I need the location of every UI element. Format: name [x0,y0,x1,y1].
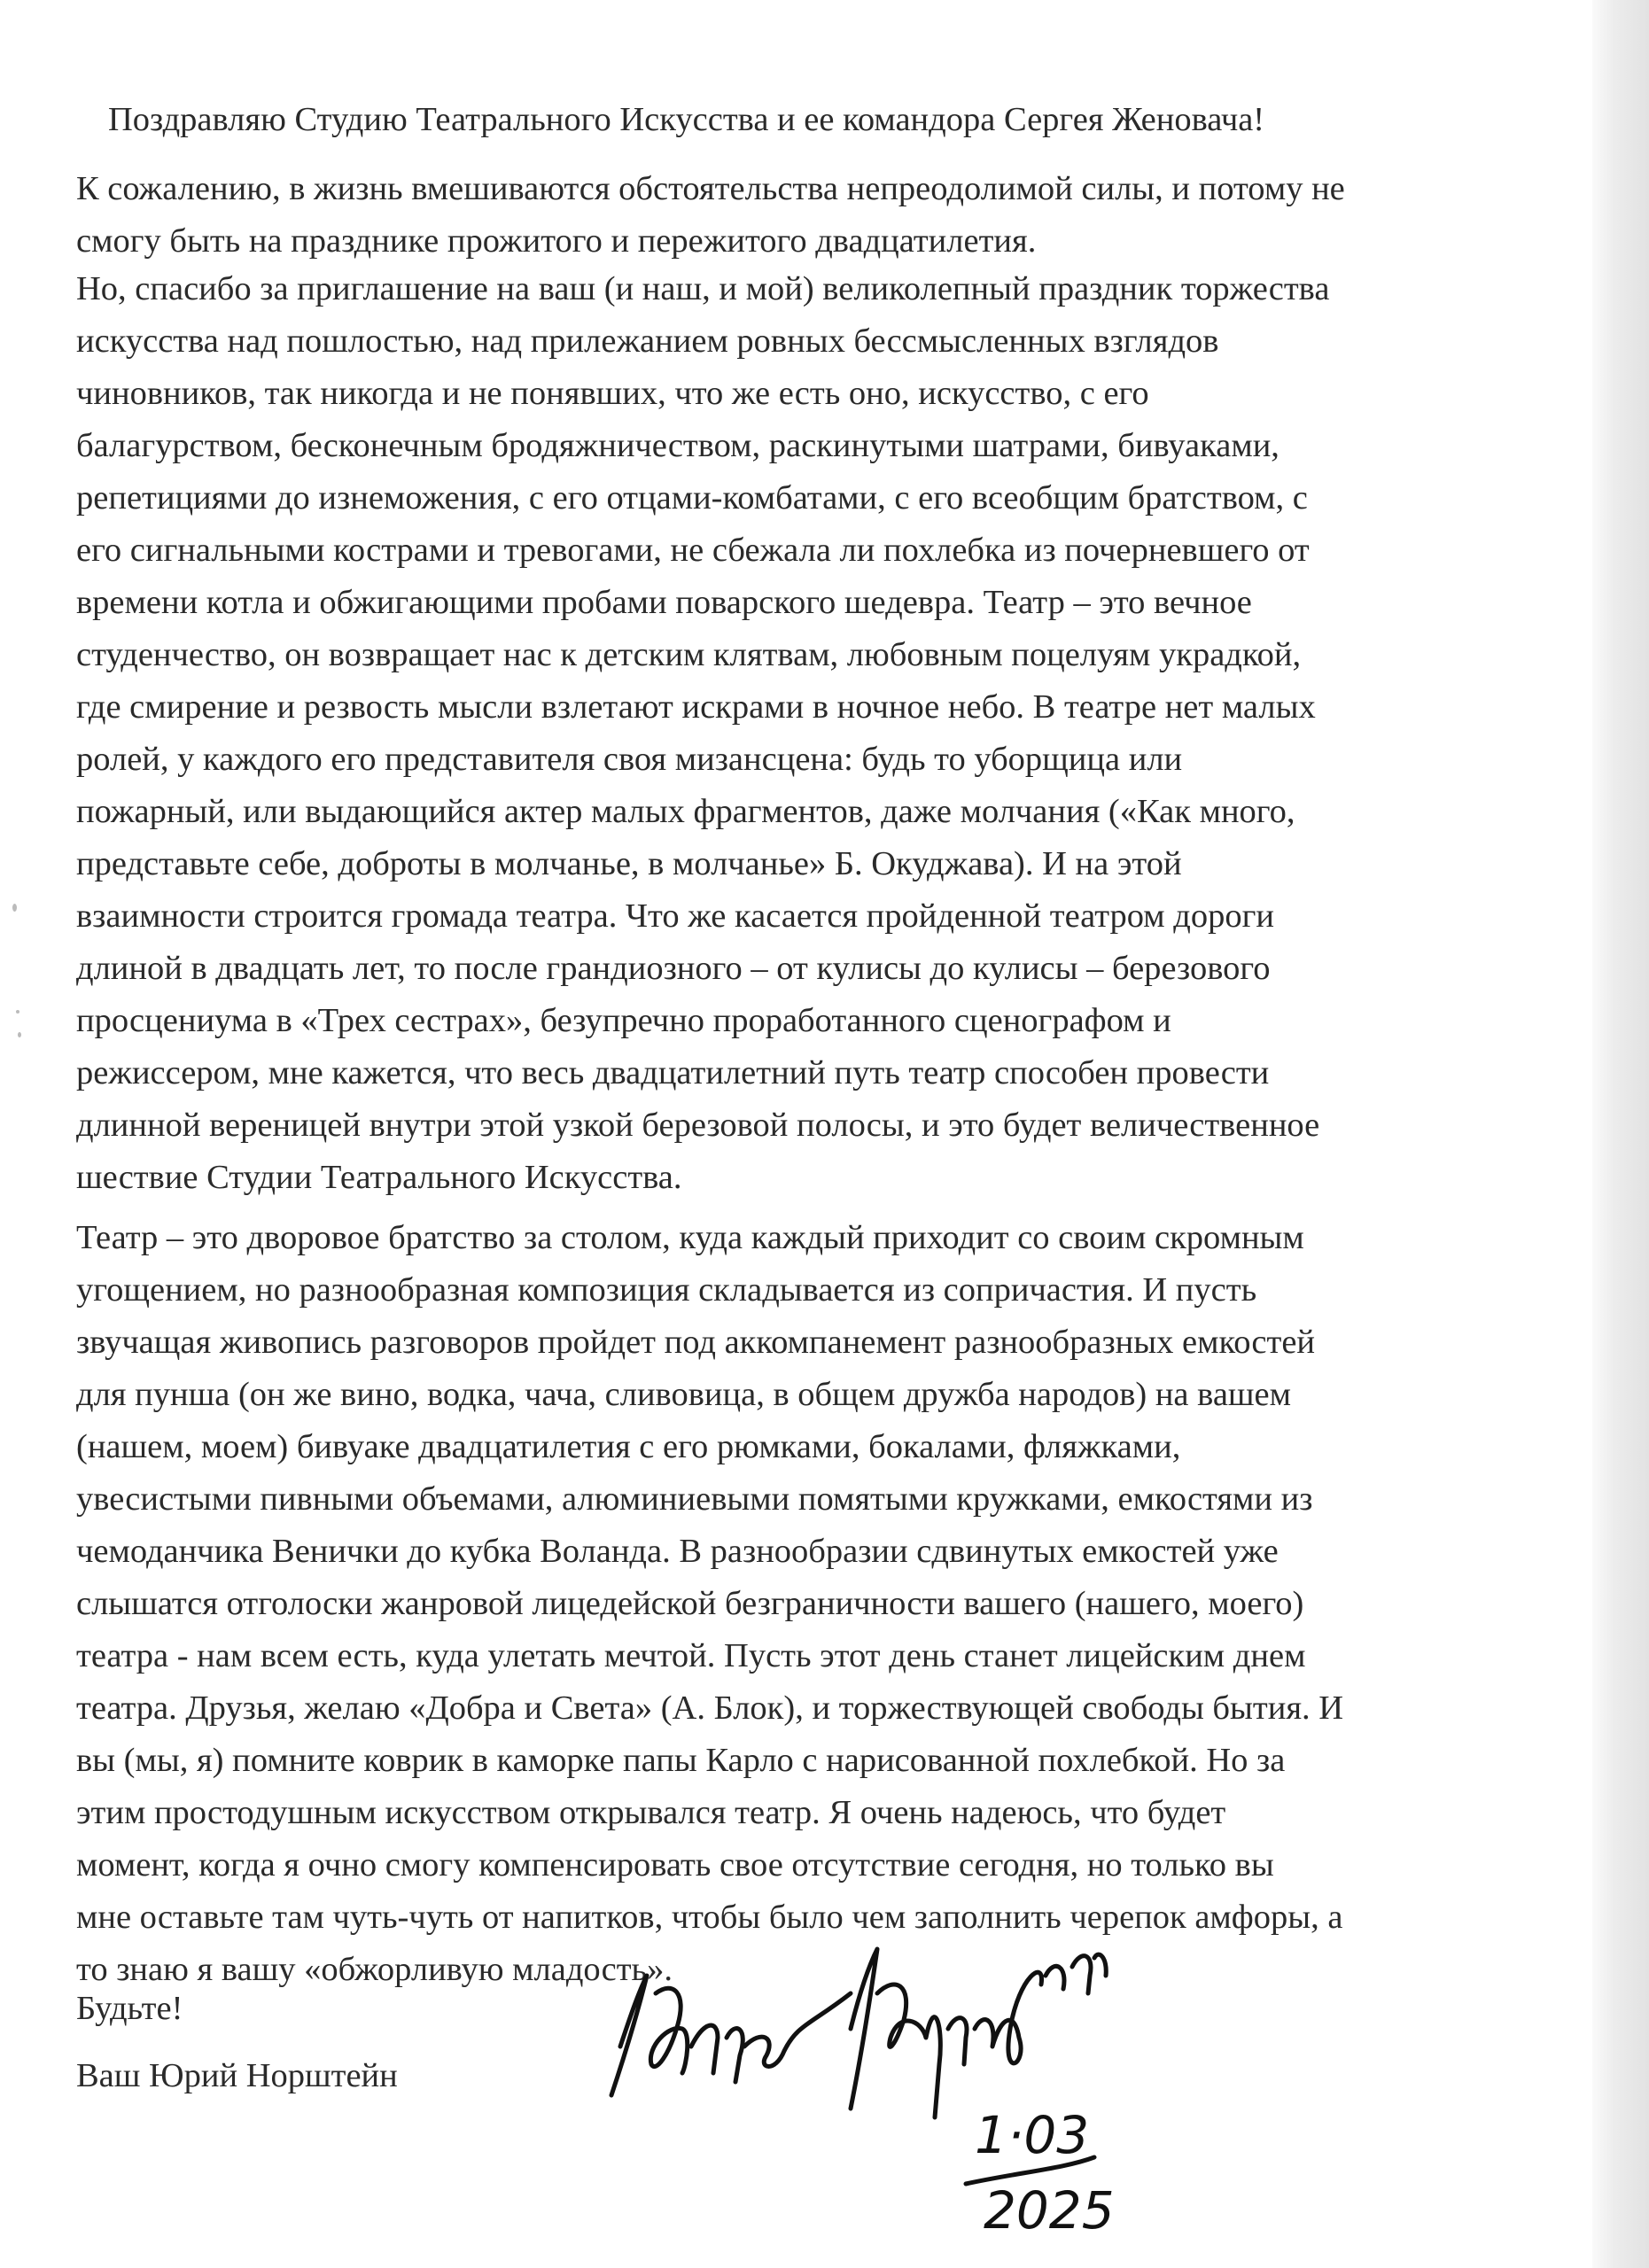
paragraph-line: (нашем, моем) бивуаке двадцатилетия с его рюмками, бокалами, фляжками, [76,1428,1181,1465]
paragraph-line: где смирение и резвость мысли взлетают искрами в ночное небо. В театре нет малых [76,688,1316,726]
paragraph-line: взаимности строится громада театра. Что же касается пройденной театром дороги [76,897,1275,935]
paragraph-line: чемоданчика Венички до кубка Воланда. В разнообразии сдвинутых емкостей уже [76,1533,1279,1570]
paragraph-line: слышатся отголоски жанровой лицедейской безграничности вашего (нашего, моего) [76,1585,1304,1622]
paragraph-line: его сигнальными кострами и тревогами, не сбежала ли похлебка из почерневшего от [76,532,1310,569]
paragraph-line: режиссером, мне кажется, что весь двадцатилетний путь театр способен провести [76,1054,1270,1091]
sign-off-text: Ваш Юрий Норштейн [76,2057,398,2094]
date-day-month: 1·03 [975,2105,1090,2165]
paragraph-line: длиной в двадцать лет, то после грандиозного – от кулисы до кулисы – березового [76,950,1271,987]
scan-speck [12,904,17,912]
paragraph-line: для пунша (он же вино, водка, чача, сливовица, в общем дружба народов) на вашем [76,1376,1291,1413]
letter-heading [108,94,1264,146]
signature-stroke [650,1988,851,2082]
paragraph-1 [76,163,1345,268]
closing [76,1983,183,2035]
scan-speck [18,1032,21,1037]
paragraph-line: угощением, но разнообразная композиция складывается из сопричастия. И пусть [76,1271,1257,1309]
paragraph-line: смогу быть на празднике прожитого и пережитого двадцатилетия. [76,222,1037,260]
heading-text: Поздравляю Студию Театрального Искусства и ее командора Сергея Женовача! [108,101,1265,138]
paragraph-line: то знаю я вашу «обжорливую младость». [76,1951,673,1988]
scan-edge [1592,0,1649,2268]
paragraph-line: мне оставьте там чуть-чуть от напитков, чтобы было чем заполнить черепок амфоры, а [76,1899,1343,1936]
paragraph-2 [76,263,1329,1204]
handwritten-signature [585,1940,1435,2259]
paragraph-line: студенчество, он возвращает нас к детским клятвам, любовным поцелуям украдкой, [76,636,1302,673]
paragraph-line: К сожалению, в жизнь вмешиваются обстоятельства непреодолимой силы, и потому не [76,170,1345,207]
paragraph-line: звучащая живопись разговоров пройдет под аккомпанемент разнообразных емкостей [76,1324,1316,1361]
paragraph-line: просцениума в «Трех сестрах», безупречно проработанного сценографом и [76,1002,1171,1039]
paragraph-line: увесистыми пивными объемами, алюминиевыми помятыми кружками, емкостями из [76,1480,1313,1518]
paragraph-line: Театр – это дворовое братство за столом, куда каждый приходит со своим скромным [76,1219,1304,1256]
date-year: 2025 [984,2180,1115,2241]
paragraph-line: момент, когда я очно смогу компенсировать свое отсутствие сегодня, но только вы [76,1846,1274,1884]
paragraph-line: искусства над пошлостью, над прилежанием ровных бессмысленных взглядов [76,322,1219,360]
paragraph-line: театра. Друзья, желаю «Добра и Света» (А. Блок), и торжествующей свободы бытия. И [76,1689,1344,1727]
paragraph-line: балагурством, бесконечным бродяжничеством, раскинутыми шатрами, бивуаками, [76,427,1280,464]
sign-off [76,2050,398,2102]
signature-stroke [851,1949,1106,2117]
paragraph-line: театра - нам всем есть, куда улетать мечтой. Пусть этот день станет лицейским днем [76,1637,1306,1674]
paragraph-line: вы (мы, я) помните коврик в каморке папы Карло с нарисованной похлебкой. Но за [76,1742,1286,1779]
paragraph-line: представьте себе, доброты в молчанье, в молчанье» Б. Окуджава). И на этой [76,845,1182,882]
paragraph-line: шествие Студии Театрального Искусства. [76,1159,682,1196]
paragraph-line: репетициями до изнеможения, с его отцами-комбатами, с его всеобщим братством, с [76,479,1308,517]
paragraph-3 [76,1212,1343,1996]
paragraph-line: этим простодушным искусством открывался театр. Я очень надеюсь, что будет [76,1794,1226,1831]
paragraph-line: Но, спасибо за приглашение на ваш (и наш, и мой) великолепный праздник торжества [76,270,1330,307]
closing-text: Будьте! [76,1990,183,2027]
paragraph-line: длинной вереницей внутри этой узкой березовой полосы, и это будет величественное [76,1107,1320,1144]
paragraph-line: чиновников, так никогда и не понявших, что же есть оно, искусство, с его [76,375,1149,412]
paragraph-line: пожарный, или выдающийся актер малых фрагментов, даже молчания («Как много, [76,793,1295,830]
signature-stroke [611,1976,647,2095]
paragraph-line: времени котла и обжигающими пробами поварского шедевра. Театр – это вечное [76,584,1252,621]
paragraph-line: ролей, у каждого его представителя своя мизансцена: будь то уборщица или [76,741,1183,778]
scan-speck [16,1010,19,1014]
